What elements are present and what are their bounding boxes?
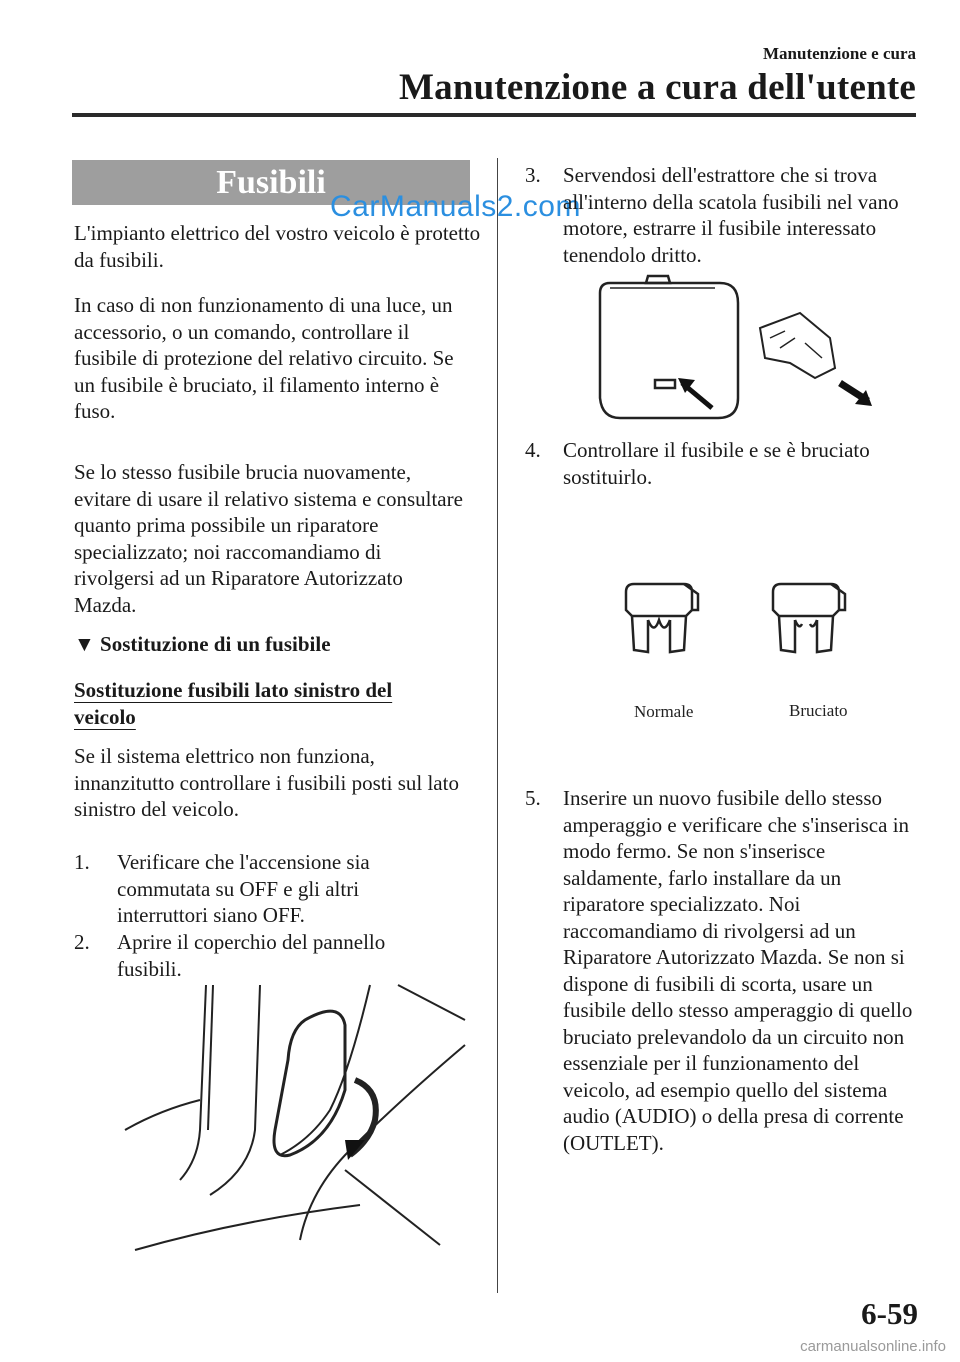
page-number: 6-59 (861, 1296, 918, 1331)
header-divider (72, 113, 916, 117)
subsection-intro: Se il sistema elettrico non funziona, innanzitutto controllare i fusibili posti sul lato sinistro del veicolo. (74, 744, 459, 821)
fuse-cover-illustration (120, 980, 470, 1260)
subsection-heading (74, 632, 331, 657)
step-text: Inserire un nuovo fusibile dello stesso amperaggio e verificare che s'inserisca in modo fermo. Se non s'inserisce saldamente, farlo installare da un riparatore specializzato. Noi raccomandiamo di rivolgersi ad un Riparatore Autorizzato Mazda. Se non si dispone di fusibili di scorta, usare un fusibile dello stesso amperaggio di quello bruciato prelevandolo da un circuito non essenziale per il funzionamento del veicolo, ad esempio quello del sistema audio (AUDIO) o della presa di corrente (OUTLET). (563, 786, 913, 1155)
step-text: Aprire il coperchio del pannello fusibili. (117, 930, 386, 981)
footer-site-watermark: carmanualsonline.info (800, 1338, 946, 1355)
step-text: Servendosi dell'estrattore che si trova all'interno della scatola fusibili nel vano motore, estrarre il fusibile interessato tenendolo dritto. (563, 163, 899, 267)
step-number: 5. (525, 786, 541, 810)
sub-subheading (74, 677, 392, 731)
watermark-text: CarManuals2.com (330, 190, 581, 223)
blown-fuse-label: Bruciato (789, 701, 848, 720)
column-divider (497, 158, 498, 1293)
sub-subheading-line1: Sostituzione fusibili lato sinistro del (74, 678, 393, 702)
triangle-marker-icon: ▼ (74, 632, 95, 656)
step-number: 2. (74, 930, 90, 954)
step-text: Controllare il fusibile e se è bruciato sostituirlo. (563, 438, 870, 489)
sub-subheading-line2: veicolo (74, 705, 136, 729)
step-number: 1. (74, 850, 90, 874)
paragraph-check-fuse: In caso di non funzionamento di una luce, un accessorio, o un comando, controllare il fusibile di protezione del relativo circuito. Se un fusibile è bruciato, il filamento interno è fuso. (74, 293, 454, 423)
normal-fuse-icon (618, 580, 708, 690)
subsection-title: Sostituzione di un fusibile (100, 632, 331, 656)
blown-fuse-icon (765, 580, 855, 690)
step-number: 4. (525, 438, 541, 462)
step-number: 3. (525, 163, 541, 187)
page-title: Manutenzione a cura dell'utente (399, 67, 916, 108)
intro-paragraph: L'impianto elettrico del vostro veicolo è protetto da fusibili. (74, 221, 481, 272)
step-text: Verificare che l'accensione sia commutata su OFF e gli altri interruttori siano OFF. (117, 850, 370, 927)
fuse-puller-illustration (590, 268, 890, 428)
normal-fuse-label: Normale (634, 702, 694, 721)
section-title: Fusibili (72, 160, 470, 205)
paragraph-repeat-failure: Se lo stesso fusibile brucia nuovamente, evitare di usare il relativo sistema e consultare quanto prima possibile un riparatore specializzato; noi raccomandiamo di rivolgersi ad un Riparatore Autorizzato Mazda. (74, 460, 463, 617)
chapter-label: Manutenzione e cura (763, 44, 916, 63)
